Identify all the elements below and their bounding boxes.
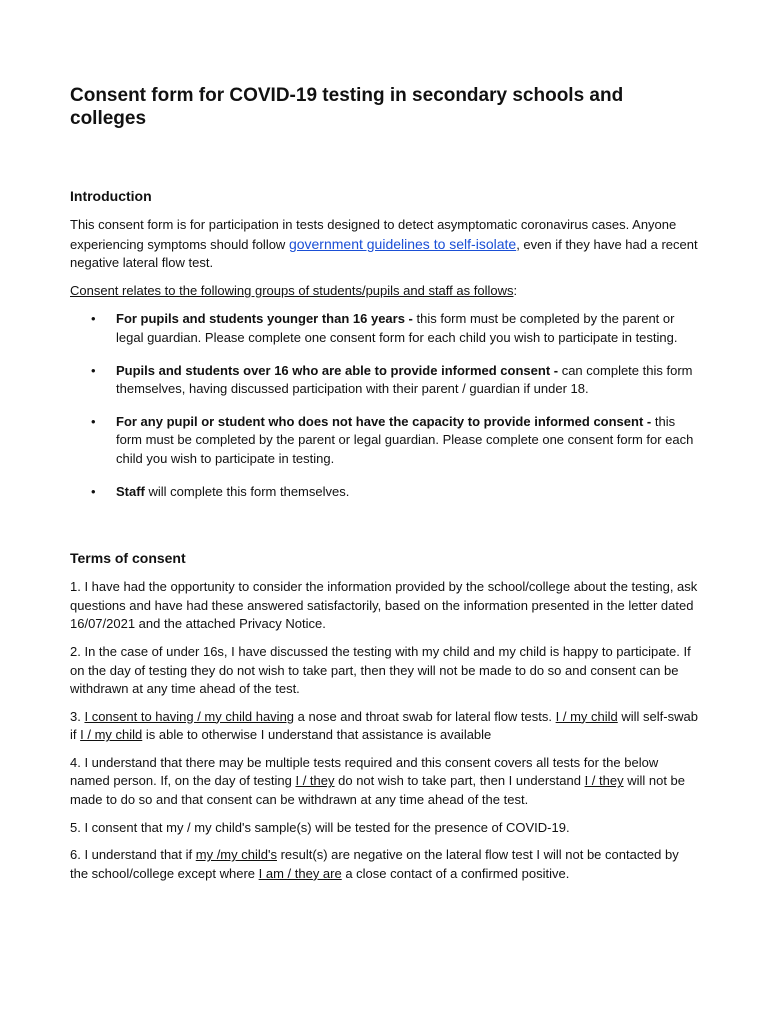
- bullet-icon: •: [91, 483, 96, 499]
- self-isolate-guidelines-link[interactable]: government guidelines to self-isolate: [288, 235, 517, 252]
- bullet-icon: •: [91, 362, 96, 378]
- list-item: • For pupils and students younger than 16 years - this form must be completed by the parent or legal guardian. Please complete one consent form for each child you wish to participate in testing.: [91, 311, 678, 345]
- term-5: 5. I consent that my / my child's sample(s) will be tested for the presence of COVID-19.: [70, 819, 570, 835]
- introduction-heading: Introduction: [70, 188, 152, 204]
- list-item: • For any pupil or student who does not have the capacity to provide informed consent - this form must be completed by the parent or legal guardian. Please complete one consent form for each child you wish to participate in testing.: [91, 413, 694, 466]
- introduction-paragraph: This consent form is for participation in tests designed to detect asymptomatic coronavirus cases. Anyone experiencing symptoms should follow government guidelines to self-isolate, even if they have had a recent negative lateral flow test.: [70, 217, 698, 271]
- list-item: • Staff will complete this form themselves.: [70, 483, 700, 502]
- bullet-icon: •: [91, 413, 96, 429]
- term-6: 6. I understand that if my /my child's result(s) are negative on the lateral flow test I will not be contacted by the school/college except where I am / they are a close contact of a confirmed positive.: [70, 847, 679, 881]
- consent-groups-intro: Consent relates to the following groups of students/pupils and staff as follows:: [70, 282, 518, 298]
- term-1: 1. I have had the opportunity to consider the information provided by the school/college about the testing, ask questions and have had these answered satisfactorily, based on the information presented in the letter dated 16/07/2021 and the attached Privacy Notice.: [70, 579, 698, 632]
- list-item: • Pupils and students over 16 who are able to provide informed consent - can complete this form themselves, having discussed participation with their parent / guardian if under 18.: [91, 362, 693, 397]
- page-title: Consent form for COVID-19 testing in secondary schools and colleges: [70, 85, 624, 129]
- term-3: 3. I consent to having / my child having a nose and throat swab for lateral flow tests. I / my child will self-swab if I / my child is able to otherwise I understand that assistance is available: [70, 708, 698, 743]
- terms-heading: Terms of consent: [70, 550, 186, 567]
- term-4: 4. I understand that there may be multiple tests required and this consent covers all tests for the below named person. If, on the day of testing I / they do not wish to take part, then I understand I / they will not be made to do so and that consent can be withdrawn at any time ahead of the test.: [70, 754, 686, 808]
- consent-groups-list: [70, 310, 700, 501]
- term-2: 2. In the case of under 16s, I have discussed the testing with my child and my child is happy to participate. If on the day of testing they do not wish to take part, then they will not be made to do so and consent can be withdrawn at any time ahead of the test.: [70, 643, 691, 697]
- document-content: [70, 84, 700, 883]
- bullet-icon: •: [91, 311, 96, 327]
